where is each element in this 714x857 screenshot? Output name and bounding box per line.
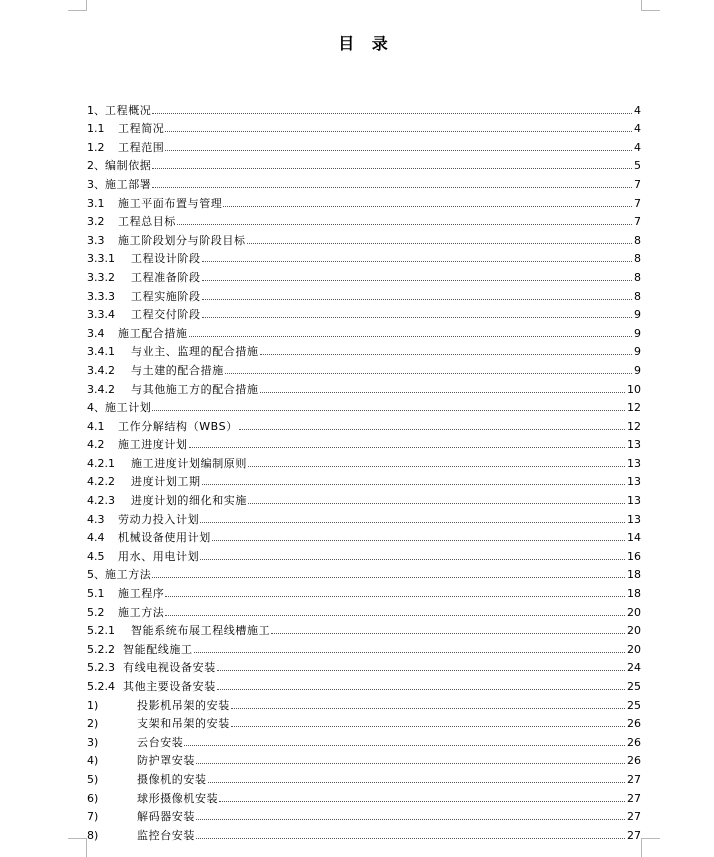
dot-leader	[231, 726, 625, 727]
toc-entry-page-number: 18	[627, 568, 641, 582]
toc-entry-page-number: 8	[634, 289, 641, 303]
toc-entry[interactable]	[87, 433, 641, 452]
toc-entry-page-number: 8	[634, 252, 641, 266]
page-corner-mark	[68, 0, 87, 11]
toc-entry-page-number: 10	[627, 382, 641, 396]
toc-entry-title: 解码器安装	[137, 810, 195, 824]
toc-entry-page-number: 25	[627, 698, 641, 712]
toc-entry-number: 4.3	[87, 512, 105, 526]
dot-leader	[165, 615, 625, 616]
toc-entry-number: 3.3.3	[87, 289, 115, 303]
toc-entry[interactable]	[87, 396, 641, 415]
toc-entry-number: 6)	[87, 791, 99, 805]
toc-entry-title: 施工配合措施	[118, 326, 188, 340]
toc-entry-number: 7)	[87, 810, 99, 824]
toc-entry[interactable]	[87, 414, 641, 433]
toc-entry-title: 施工进度计划	[118, 438, 188, 452]
toc-entry-page-number: 7	[634, 196, 641, 210]
toc-entry-title: 防护罩安装	[137, 754, 195, 768]
toc-entry-number: 3.4.1	[87, 345, 115, 359]
toc-entry-page-number: 12	[627, 419, 641, 433]
toc-entry-number: 3.2	[87, 215, 105, 229]
toc-entry-number: 3.4	[87, 326, 105, 340]
toc-entry-number: 4、	[87, 401, 105, 415]
toc-entry-page-number: 4	[634, 103, 641, 117]
toc-entry[interactable]	[87, 619, 641, 638]
dot-leader	[152, 410, 625, 411]
dot-leader	[202, 299, 632, 300]
toc-entry-number: 4.2.2	[87, 475, 115, 489]
toc-entry[interactable]	[87, 637, 641, 656]
toc-entry-number: 5.2.1	[87, 624, 115, 638]
toc-entry-title: 施工部署	[105, 177, 152, 191]
dot-leader	[217, 670, 625, 671]
dot-leader	[260, 392, 625, 393]
toc-entry-page-number: 4	[634, 140, 641, 154]
toc-entry-number: 3.3.4	[87, 308, 115, 322]
toc-entry-page-number: 8	[634, 233, 641, 247]
toc-entry[interactable]	[87, 210, 641, 229]
dot-leader	[225, 373, 632, 374]
toc-entry[interactable]	[87, 600, 641, 619]
toc-entry-page-number: 26	[627, 717, 641, 731]
toc-entry-page-number: 9	[634, 345, 641, 359]
toc-entry-title: 云台安装	[137, 735, 184, 749]
toc-entry[interactable]	[87, 228, 641, 247]
toc-entry-number: 5.2.2	[87, 642, 115, 656]
dot-leader	[196, 819, 625, 820]
toc-entry-number: 8)	[87, 828, 99, 842]
dot-leader	[177, 224, 632, 225]
dot-leader	[194, 652, 625, 653]
toc-entry-title: 工程总目标	[118, 215, 176, 229]
toc-entry[interactable]	[87, 470, 641, 489]
page-title: 目 录	[338, 34, 394, 53]
toc-entry-number: 4.4	[87, 531, 105, 545]
toc-entry-page-number: 13	[627, 456, 641, 470]
toc-entry-number: 3、	[87, 177, 105, 191]
toc-entry-title: 支架和吊架的安装	[137, 717, 230, 731]
toc-entry-page-number: 26	[627, 735, 641, 749]
toc-entry[interactable]	[87, 191, 641, 210]
toc-entry[interactable]	[87, 656, 641, 675]
toc-entry-title: 工程概况	[105, 103, 152, 117]
toc-entry-title: 智能系统布展工程线槽施工	[131, 624, 271, 638]
toc-entry[interactable]	[87, 581, 641, 600]
table-of-contents	[87, 98, 641, 842]
dot-leader	[152, 113, 632, 114]
toc-entry-title: 与业主、监理的配合措施	[131, 345, 259, 359]
toc-entry-number: 1)	[87, 698, 99, 712]
dot-leader	[271, 633, 625, 634]
dot-leader	[219, 801, 625, 802]
toc-entry-number: 3.1	[87, 196, 105, 210]
toc-entry-title: 进度计划工期	[131, 475, 201, 489]
toc-entry-title: 其他主要设备安装	[123, 680, 216, 693]
toc-entry-title: 摄像机的安装	[137, 772, 207, 786]
dot-leader	[248, 503, 625, 504]
toc-entry-page-number: 27	[627, 828, 641, 842]
dot-leader	[165, 596, 625, 597]
toc-entry-page-number: 20	[627, 605, 641, 619]
toc-entry-number: 4.2.3	[87, 494, 115, 508]
toc-entry-number: 5.2.3	[87, 661, 115, 675]
toc-entry-number: 5)	[87, 772, 99, 786]
toc-entry-page-number: 16	[627, 549, 641, 563]
toc-entry-title: 工程实施阶段	[131, 289, 201, 303]
toc-entry-title: 工程设计阶段	[131, 252, 201, 266]
toc-entry-page-number: 12	[627, 401, 641, 415]
toc-entry-title: 施工进度计划编制原则	[131, 456, 247, 470]
toc-entry[interactable]	[87, 674, 641, 693]
toc-entry-number: 2)	[87, 717, 99, 731]
toc-entry-page-number: 8	[634, 270, 641, 284]
toc-entry-page-number: 9	[634, 326, 641, 340]
toc-entry-number: 5.2.4	[87, 680, 115, 693]
toc-entry-page-number: 9	[634, 308, 641, 322]
toc-entry[interactable]	[87, 712, 641, 731]
dot-leader	[152, 577, 625, 578]
page-corner-mark	[68, 838, 87, 857]
toc-entry-title: 与其他施工方的配合措施	[131, 382, 259, 396]
dot-leader	[200, 559, 625, 560]
toc-entry-title: 施工阶段划分与阶段目标	[118, 233, 246, 247]
toc-entry-number: 5、	[87, 568, 105, 582]
dot-leader	[217, 689, 625, 690]
toc-entry[interactable]	[87, 98, 641, 117]
toc-entry-title: 投影机吊架的安装	[137, 698, 230, 712]
toc-entry[interactable]	[87, 358, 641, 377]
toc-entry-page-number: 20	[627, 624, 641, 638]
dot-leader	[189, 447, 625, 448]
toc-entry-page-number: 13	[627, 438, 641, 452]
toc-entry-number: 5.1	[87, 587, 105, 601]
toc-entry-number: 1.2	[87, 140, 105, 154]
toc-entry-number: 3)	[87, 735, 99, 749]
dot-leader	[202, 484, 625, 485]
toc-entry[interactable]	[87, 172, 641, 191]
dot-leader	[189, 336, 632, 337]
toc-entry[interactable]	[87, 265, 641, 284]
toc-entry-number: 3.4.2	[87, 382, 115, 396]
toc-entry-number: 4.2	[87, 438, 105, 452]
toc-entry[interactable]	[87, 247, 641, 266]
dot-leader	[247, 243, 632, 244]
toc-entry-number: 3.3.2	[87, 270, 115, 284]
toc-entry[interactable]	[87, 749, 641, 768]
toc-entry[interactable]	[87, 563, 641, 582]
toc-entry-title: 机械设备使用计划	[118, 531, 211, 545]
toc-entry-number: 2、	[87, 159, 105, 173]
toc-entry-number: 4)	[87, 754, 99, 768]
toc-entry-title: 球形摄像机安装	[137, 791, 219, 805]
toc-entry-title: 与土建的配合措施	[131, 363, 224, 377]
toc-entry[interactable]	[87, 321, 641, 340]
toc-entry[interactable]	[87, 451, 641, 470]
toc-entry-page-number: 27	[627, 772, 641, 786]
dot-leader	[196, 838, 625, 839]
toc-entry[interactable]	[87, 823, 641, 842]
toc-entry-number: 3.3	[87, 233, 105, 247]
toc-entry-title: 用水、用电计划	[118, 549, 200, 563]
toc-entry[interactable]	[87, 544, 641, 563]
toc-entry-title: 编制依据	[105, 159, 152, 173]
toc-entry[interactable]	[87, 303, 641, 322]
toc-entry-title: 施工程序	[118, 587, 165, 601]
toc-entry[interactable]	[87, 693, 641, 712]
toc-entry[interactable]	[87, 377, 641, 396]
toc-entry-number: 4.2.1	[87, 456, 115, 470]
toc-entry-title: 工程范围	[118, 140, 165, 154]
toc-entry-title: 进度计划的细化和实施	[131, 494, 247, 508]
toc-entry[interactable]	[87, 340, 641, 359]
page-corner-mark	[641, 0, 660, 11]
dot-leader	[152, 168, 632, 169]
toc-entry-page-number: 20	[627, 642, 641, 656]
toc-entry[interactable]	[87, 730, 641, 749]
page-corner-mark	[641, 838, 660, 857]
dot-leader	[208, 782, 625, 783]
toc-entry-number: 3.4.2	[87, 363, 115, 377]
toc-entry-page-number: 7	[634, 177, 641, 191]
dot-leader	[248, 466, 625, 467]
toc-entry-title: 工作分解结构（WBS）	[118, 419, 238, 433]
toc-entry-page-number: 25	[627, 680, 641, 693]
toc-entry-page-number: 7	[634, 215, 641, 229]
toc-entry-page-number: 13	[627, 475, 641, 489]
toc-entry[interactable]	[87, 154, 641, 173]
dot-leader	[152, 187, 632, 188]
toc-entry-page-number: 27	[627, 791, 641, 805]
dot-leader	[184, 745, 625, 746]
toc-entry-number: 5.2	[87, 605, 105, 619]
toc-entry-page-number: 5	[634, 159, 641, 173]
toc-entry[interactable]	[87, 767, 641, 786]
dot-leader	[212, 540, 625, 541]
toc-entry-title: 监控台安装	[137, 828, 195, 842]
toc-entry-page-number: 9	[634, 363, 641, 377]
toc-entry[interactable]	[87, 488, 641, 507]
dot-leader	[165, 131, 632, 132]
toc-entry-title: 智能配线施工	[123, 642, 193, 656]
toc-entry-title: 工程交付阶段	[131, 308, 201, 322]
toc-entry-page-number: 13	[627, 512, 641, 526]
toc-entry[interactable]	[87, 507, 641, 526]
toc-entry-title: 施工计划	[105, 401, 152, 415]
dot-leader	[200, 522, 625, 523]
toc-entry[interactable]	[87, 786, 641, 805]
dot-leader	[196, 763, 625, 764]
toc-entry-page-number: 26	[627, 754, 641, 768]
dot-leader	[260, 354, 632, 355]
toc-entry[interactable]	[87, 117, 641, 136]
toc-entry-page-number: 27	[627, 810, 641, 824]
toc-entry-number: 1.1	[87, 122, 105, 136]
toc-entry[interactable]	[87, 526, 641, 545]
toc-entry[interactable]	[87, 805, 641, 824]
toc-entry-page-number: 18	[627, 587, 641, 601]
dot-leader	[202, 261, 632, 262]
toc-entry-title: 劳动力投入计划	[118, 512, 200, 526]
toc-entry-page-number: 24	[627, 661, 641, 675]
toc-entry-number: 4.1	[87, 419, 105, 433]
toc-entry[interactable]	[87, 284, 641, 303]
toc-entry-title: 施工平面布置与管理	[118, 196, 223, 210]
toc-entry-number: 4.5	[87, 549, 105, 563]
toc-entry-title: 工程简况	[118, 122, 165, 136]
dot-leader	[231, 708, 625, 709]
dot-leader	[202, 280, 632, 281]
dot-leader	[239, 429, 625, 430]
toc-entry[interactable]	[87, 135, 641, 154]
toc-entry-number: 1、	[87, 103, 105, 117]
toc-entry-title: 施工方法	[105, 568, 152, 582]
toc-entry-page-number: 13	[627, 494, 641, 508]
toc-entry-page-number: 14	[627, 531, 641, 545]
toc-entry-number: 3.3.1	[87, 252, 115, 266]
dot-leader	[202, 317, 632, 318]
toc-entry-title: 施工方法	[118, 605, 165, 619]
toc-entry-page-number: 4	[634, 122, 641, 136]
toc-entry-title: 有线电视设备安装	[123, 661, 216, 675]
dot-leader	[223, 206, 632, 207]
dot-leader	[165, 150, 632, 151]
toc-entry-title: 工程准备阶段	[131, 270, 201, 284]
